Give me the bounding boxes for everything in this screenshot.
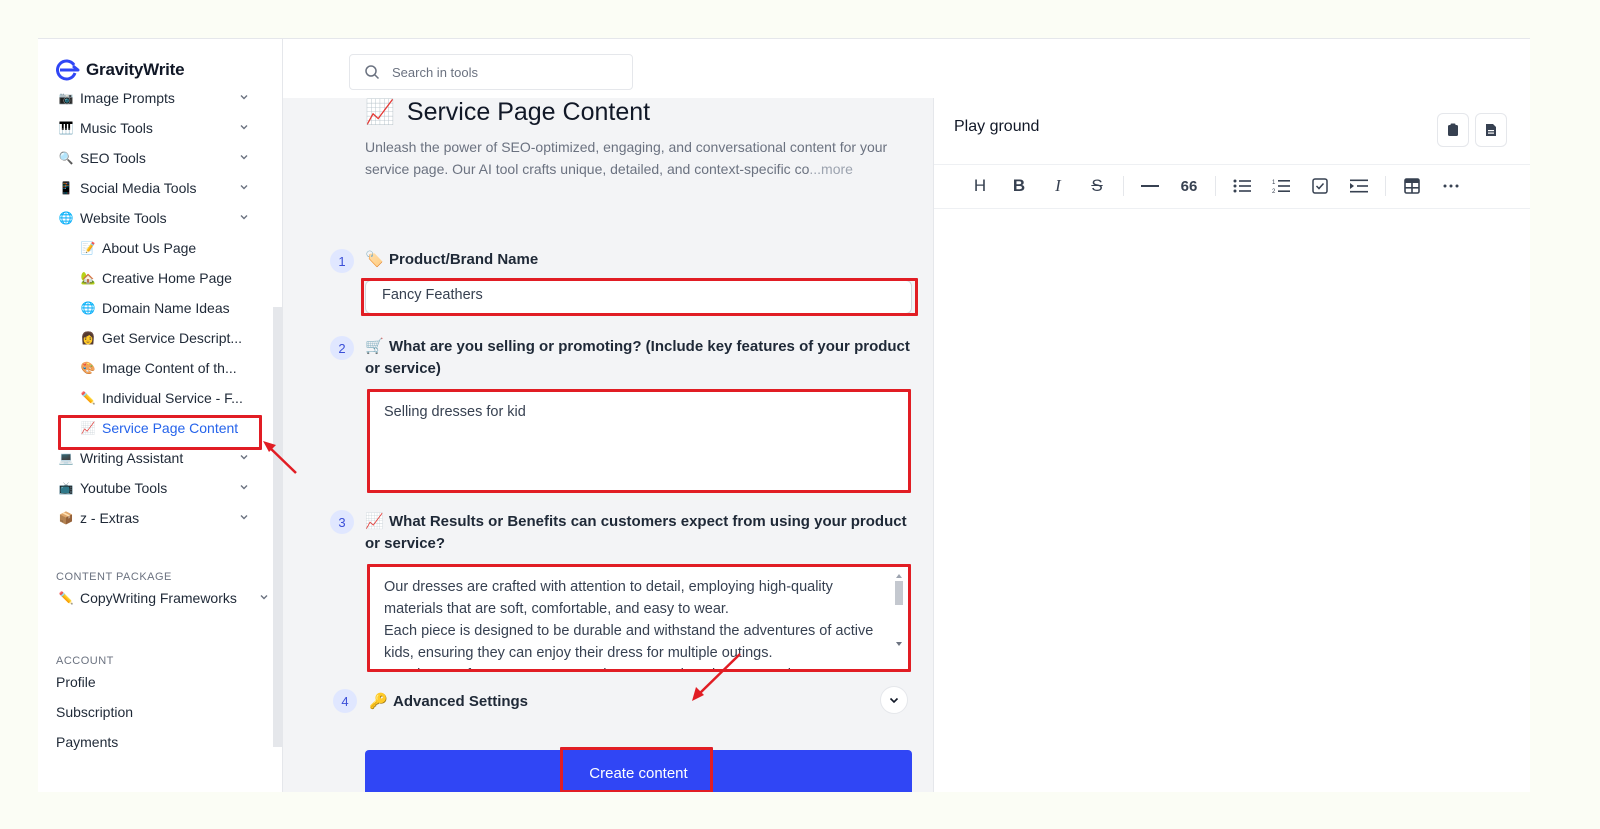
step-number-3: 3 <box>330 510 354 534</box>
chevron-down-icon <box>239 212 249 222</box>
bold-button[interactable] <box>1003 172 1035 200</box>
sidebar-item-music-tools[interactable] <box>38 113 273 143</box>
tool-form <box>283 98 933 792</box>
sidebar-subitem-creative-home-page[interactable] <box>38 263 273 293</box>
document-icon <box>1485 123 1497 137</box>
italic-button[interactable] <box>1042 172 1074 200</box>
sidebar-item-label: Image Content of th... <box>102 360 237 376</box>
sidebar-item-copywriting-frameworks[interactable] <box>38 583 273 613</box>
gravitywrite-logo-icon <box>54 59 80 81</box>
field-label-text: What are you selling or promoting? (Include key features of your product or service) <box>365 338 910 377</box>
svg-text:2: 2 <box>1272 189 1276 194</box>
sidebar-item-label: SEO Tools <box>80 150 146 166</box>
textarea-scrollbar[interactable] <box>894 572 904 662</box>
sidebar-item-label: Social Media Tools <box>80 180 197 196</box>
task-list-button[interactable] <box>1304 172 1336 200</box>
sidebar-item-youtube-tools[interactable] <box>38 473 273 503</box>
key-icon: 🔑 <box>369 693 388 710</box>
sidebar-item-extras[interactable] <box>38 503 273 533</box>
bullet-list-button[interactable] <box>1226 172 1258 200</box>
pencil-icon: ✏️ <box>58 591 74 605</box>
svg-text:1: 1 <box>1272 180 1276 186</box>
table-icon <box>1404 178 1420 194</box>
sidebar-subitem-service-page-content[interactable] <box>38 413 273 443</box>
step-number-2: 2 <box>330 336 354 360</box>
strikethrough-icon: S <box>1091 176 1103 195</box>
box-icon: 📦 <box>58 511 74 525</box>
chevron-down-icon <box>239 512 249 522</box>
sidebar-item-label: Get Service Descript... <box>102 330 243 346</box>
sidebar-subitem-image-content[interactable] <box>38 353 273 383</box>
music-icon: 🎹 <box>58 121 74 135</box>
field-label-text: Product/Brand Name <box>389 251 539 268</box>
sidebar-scrollbar[interactable] <box>273 307 282 747</box>
chevron-down-icon <box>239 92 249 102</box>
field-label-benefits <box>365 511 917 555</box>
indent-button[interactable] <box>1343 172 1375 200</box>
editor-toolbar <box>964 170 1474 202</box>
sidebar-item-social-media-tools[interactable] <box>38 173 273 203</box>
chevron-down-icon <box>888 694 900 706</box>
topbar <box>283 39 1530 98</box>
playground-panel <box>933 98 1530 792</box>
house-icon: 🏡 <box>80 271 96 285</box>
sidebar-item-label: About Us Page <box>102 240 197 256</box>
chevron-down-icon <box>259 592 269 602</box>
sidebar-item-label: Service Page Content <box>102 420 239 436</box>
editor-area[interactable] <box>934 209 1530 792</box>
shopping-cart-icon: 🛒 <box>365 338 384 355</box>
sidebar-item-writing-assistant[interactable] <box>38 443 273 473</box>
search-icon <box>364 64 380 80</box>
sidebar-item-label: Creative Home Page <box>102 270 232 286</box>
sidebar-item-label: Image Prompts <box>80 91 175 106</box>
description-text: Unleash the power of SEO-optimized, engaging, and conversational content for your service page. Our AI tool crafts unique, detailed, and context-specific co <box>365 139 888 177</box>
step-number-4: 4 <box>333 689 357 713</box>
playground-title: Play ground <box>954 118 1040 135</box>
laptop-icon: 💻 <box>58 451 74 465</box>
memo-icon: 📝 <box>80 241 96 255</box>
sidebar-item-image-prompts[interactable] <box>38 91 273 113</box>
selling-field[interactable] <box>367 390 911 492</box>
app-window <box>38 38 1530 792</box>
tv-icon: 📺 <box>58 481 74 495</box>
selling-textarea[interactable] <box>368 391 910 491</box>
field-label-selling <box>365 336 917 380</box>
page-title: Service Page Content <box>406 98 651 126</box>
person-icon: 👩 <box>80 331 96 345</box>
more-icon <box>1443 184 1459 188</box>
ordered-list-icon <box>1272 178 1290 194</box>
horizontal-rule-icon <box>1141 185 1159 187</box>
mobile-phone-icon: 📱 <box>58 181 74 195</box>
clipboard-button[interactable] <box>1437 113 1469 147</box>
palette-icon: 🎨 <box>80 361 96 375</box>
chart-icon: 📈 <box>365 99 395 126</box>
sidebar-item-seo-tools[interactable] <box>38 143 273 173</box>
clipboard-icon <box>1447 123 1459 137</box>
document-button[interactable] <box>1475 113 1507 147</box>
sidebar-subitem-about-us-page[interactable] <box>38 233 273 263</box>
account-item-profile[interactable]: Profile <box>56 674 96 690</box>
brand-name: GravityWrite <box>86 60 185 79</box>
create-content-button[interactable]: Create content <box>365 750 912 792</box>
more-options-button[interactable] <box>1435 172 1467 200</box>
benefits-field[interactable] <box>367 565 911 671</box>
chevron-down-icon <box>239 182 249 192</box>
section-label-content-package: CONTENT PACKAGE <box>56 571 172 583</box>
sidebar-item-label: Youtube Tools <box>80 480 168 496</box>
brand-logo[interactable] <box>54 59 184 81</box>
search-box[interactable] <box>349 54 633 90</box>
quote-icon: 66 <box>1180 177 1198 195</box>
search-input[interactable] <box>392 65 592 80</box>
benefits-textarea[interactable] <box>368 566 910 670</box>
tag-icon: 🏷️ <box>365 251 384 268</box>
chevron-down-icon <box>239 482 249 492</box>
page-description <box>365 136 917 180</box>
heading-button[interactable] <box>964 172 996 200</box>
heading-icon: H <box>973 176 987 195</box>
globe-icon: 🌐 <box>80 301 96 315</box>
advanced-settings-toggle[interactable] <box>880 686 908 714</box>
quote-button[interactable] <box>1173 172 1205 200</box>
sidebar <box>38 39 283 792</box>
sidebar-item-website-tools[interactable] <box>38 203 273 233</box>
sidebar-item-label: Domain Name Ideas <box>102 300 230 316</box>
chart-icon: 📈 <box>365 513 384 530</box>
sidebar-item-label: Website Tools <box>80 210 167 226</box>
horizontal-rule-button[interactable] <box>1134 172 1166 200</box>
page-title-row <box>365 98 650 127</box>
toolbar-separator <box>1215 176 1216 196</box>
sidebar-item-label: Writing Assistant <box>80 450 184 466</box>
sidebar-nav <box>38 91 273 792</box>
sidebar-subitem-get-service-description[interactable] <box>38 323 273 353</box>
sidebar-subitem-individual-service[interactable] <box>38 383 273 413</box>
pen-icon: ✏️ <box>80 391 96 405</box>
italic-icon: I <box>1055 176 1061 195</box>
table-button[interactable] <box>1396 172 1428 200</box>
sidebar-item-label: Music Tools <box>80 120 153 136</box>
indent-icon <box>1350 179 1368 193</box>
sidebar-item-label: z - Extras <box>80 510 140 526</box>
field-label-brand-name <box>365 249 915 271</box>
sidebar-item-label: Individual Service - F... <box>102 390 243 406</box>
field-label-text: Advanced Settings <box>393 693 529 710</box>
section-label-account: ACCOUNT <box>56 655 114 667</box>
magnifier-icon: 🔍 <box>58 151 74 165</box>
sidebar-item-label: CopyWriting Frameworks <box>80 590 237 606</box>
brand-name-field[interactable] <box>365 280 912 314</box>
globe-icon: 🌐 <box>58 211 74 225</box>
toolbar-separator <box>1385 176 1386 196</box>
field-label-text: What Results or Benefits can customers expect from using your product or service? <box>365 513 907 552</box>
bullet-list-icon <box>1233 179 1251 193</box>
ordered-list-button[interactable] <box>1265 172 1297 200</box>
bold-icon: B <box>1012 176 1026 195</box>
brand-name-input[interactable] <box>366 281 911 313</box>
divider <box>934 164 1530 165</box>
chevron-down-icon <box>239 122 249 132</box>
chevron-down-icon <box>239 152 249 162</box>
chart-icon: 📈 <box>80 421 96 435</box>
checkbox-icon <box>1312 178 1328 194</box>
account-item-subscription[interactable]: Subscription <box>56 704 134 720</box>
toolbar-separator <box>1123 176 1124 196</box>
chevron-down-icon <box>239 452 249 462</box>
advanced-settings-label[interactable] <box>369 691 669 713</box>
account-item-payments[interactable]: Payments <box>56 734 119 750</box>
more-link[interactable]: ...more <box>809 161 853 177</box>
camera-icon: 📷 <box>58 91 74 105</box>
sidebar-subitem-domain-name-ideas[interactable] <box>38 293 273 323</box>
strikethrough-button[interactable] <box>1081 172 1113 200</box>
step-number-1: 1 <box>330 249 354 273</box>
